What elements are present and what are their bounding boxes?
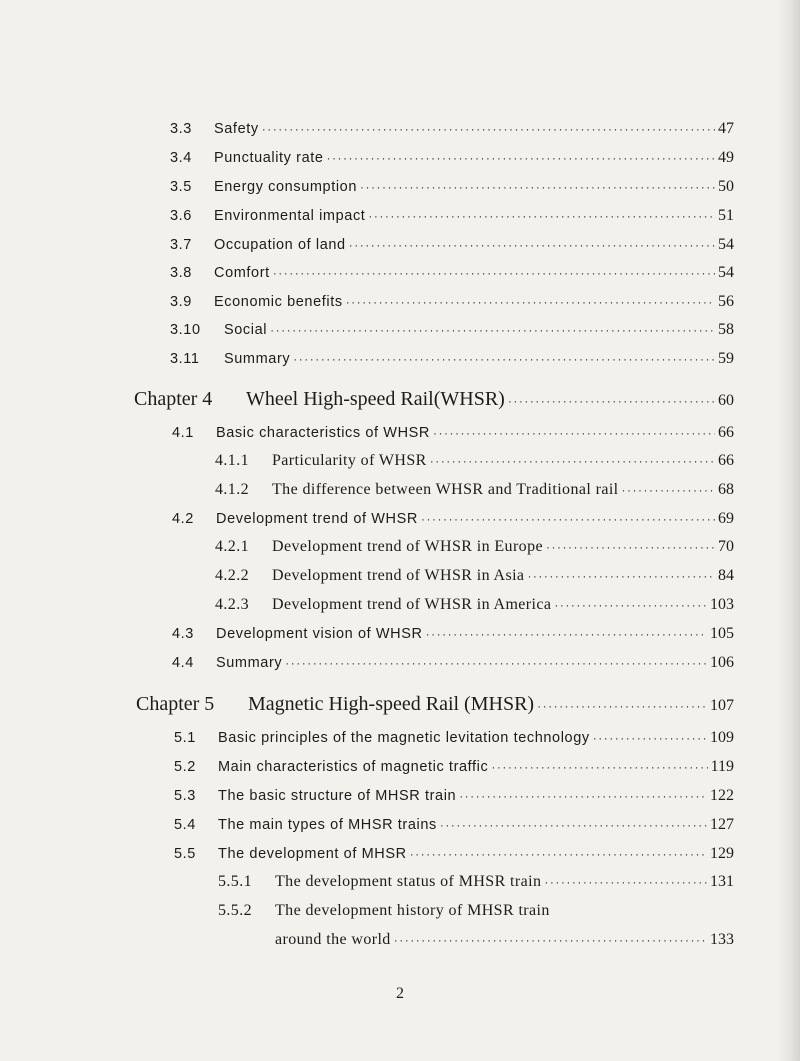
dot-leader: [622, 483, 715, 497]
entry-title: The main types of MHSR trains: [218, 817, 437, 833]
toc-entry-4-3: [172, 625, 734, 651]
entry-page: 51: [718, 207, 734, 224]
entry-title: Punctuality rate: [214, 150, 324, 166]
toc-entry-5-5: [174, 845, 734, 871]
page-edge-shadow: [778, 0, 800, 1061]
dot-leader: [262, 122, 715, 136]
entry-title: Safety: [214, 121, 259, 137]
entry-page: 60: [718, 392, 734, 409]
dot-leader: [293, 352, 715, 366]
entry-page: 127: [710, 816, 734, 833]
entry-number: 4.2.3: [215, 596, 249, 613]
entry-page: 69: [718, 510, 734, 527]
entry-title: Development trend of WHSR in Asia: [272, 567, 525, 584]
entry-page: 133: [710, 931, 734, 948]
entry-page: 54: [718, 264, 734, 281]
dot-leader: [440, 818, 707, 832]
entry-title: Development trend of WHSR in America: [272, 596, 552, 613]
entry-number: 5.2: [174, 759, 196, 775]
toc-entry-5-5-1: [218, 873, 734, 899]
toc-entry-3-9: [170, 293, 734, 319]
toc-entry-3-10: [170, 321, 734, 347]
entry-title: Energy consumption: [214, 179, 357, 195]
page-number: 2: [396, 985, 404, 1002]
entry-number: 3.11: [170, 351, 200, 367]
toc-entry-4-2-1: [215, 538, 734, 564]
entry-number: 4.1: [172, 425, 194, 441]
toc-entry-4-2-2: [215, 567, 734, 593]
toc-entry-3-8: [170, 264, 734, 290]
entry-page: 58: [718, 321, 734, 338]
chapter-title: Wheel High-speed Rail(WHSR): [246, 388, 505, 410]
chapter-number: Chapter 4: [134, 388, 213, 410]
toc-chapter-4: [134, 388, 734, 418]
entry-number: 3.6: [170, 208, 192, 224]
dot-leader: [593, 731, 707, 745]
entry-page: 54: [718, 236, 734, 253]
dot-leader: [537, 699, 707, 713]
toc-entry-5-5-2: [218, 902, 734, 928]
toc-entry-4-2-3: [215, 596, 734, 622]
toc-entry-3-6: [170, 207, 734, 233]
dot-leader: [527, 569, 715, 583]
entry-title: Particularity of WHSR: [272, 452, 427, 469]
entry-number: 5.4: [174, 817, 196, 833]
entry-page: 106: [710, 654, 734, 671]
dot-leader: [273, 266, 715, 280]
dot-leader: [285, 656, 707, 670]
dot-leader: [360, 180, 715, 194]
toc-chapter-5: [136, 693, 734, 723]
dot-leader: [346, 295, 715, 309]
entry-title: The development status of MHSR train: [275, 873, 542, 890]
entry-number: 4.4: [172, 655, 194, 671]
toc-entry-5-1: [174, 729, 734, 755]
toc-entry-3-3: [170, 120, 734, 146]
entry-page: 131: [710, 873, 734, 890]
entry-page: 47: [718, 120, 734, 137]
entry-page: 105: [710, 625, 734, 642]
entry-title: Development vision of WHSR: [216, 626, 423, 642]
toc-entry-5-5-2-continued: [275, 931, 734, 957]
entry-title: The basic structure of MHSR train: [218, 788, 457, 804]
entry-number: 5.5: [174, 846, 196, 862]
entry-title: Main characteristics of magnetic traffic: [218, 759, 489, 775]
toc-entry-4-1-1: [215, 452, 734, 478]
dot-leader: [327, 151, 715, 165]
entry-page: 84: [718, 567, 734, 584]
entry-number: 3.4: [170, 150, 192, 166]
toc-entry-5-2: [174, 758, 734, 784]
entry-number: 4.2.2: [215, 567, 249, 584]
entry-number: 3.9: [170, 294, 192, 310]
entry-number: 5.1: [174, 730, 196, 746]
entry-title: Summary: [224, 351, 291, 367]
entry-page: 129: [710, 845, 734, 862]
dot-leader: [410, 847, 707, 861]
dot-leader: [508, 394, 715, 408]
dot-leader: [270, 323, 715, 337]
entry-number: 4.2.1: [215, 538, 249, 555]
entry-page: 66: [718, 452, 734, 469]
toc-entry-3-4: [170, 149, 734, 175]
chapter-number: Chapter 5: [136, 693, 215, 715]
toc-entry-3-5: [170, 178, 734, 204]
entry-number: 3.3: [170, 121, 192, 137]
entry-number: 3.10: [170, 322, 201, 338]
entry-title: Social: [224, 322, 268, 338]
entry-title: Economic benefits: [214, 294, 343, 310]
dot-leader: [544, 875, 707, 889]
entry-page: 122: [710, 787, 734, 804]
toc-entry-5-4: [174, 816, 734, 842]
entry-number: 4.1.1: [215, 452, 249, 469]
toc-entry-4-1: [172, 424, 734, 450]
dot-leader: [426, 627, 707, 641]
entry-number: 5.3: [174, 788, 196, 804]
entry-page: 109: [710, 729, 734, 746]
dot-leader: [394, 933, 707, 947]
entry-title: Summary: [216, 655, 283, 671]
entry-title: Basic characteristics of WHSR: [216, 425, 430, 441]
toc-entry-3-11: [170, 350, 734, 376]
entry-title: Development trend of WHSR: [216, 511, 418, 527]
dot-leader: [554, 598, 707, 612]
chapter-title: Magnetic High-speed Rail (MHSR): [248, 693, 535, 715]
dot-leader: [421, 512, 715, 526]
entry-number: 3.5: [170, 179, 192, 195]
entry-title-continued: around the world: [275, 931, 391, 948]
toc-entry-3-7: [170, 236, 734, 262]
dot-leader: [546, 540, 715, 554]
entry-title: Occupation of land: [214, 237, 346, 253]
entry-title: Comfort: [214, 265, 270, 281]
dot-leader: [349, 238, 715, 252]
entry-number: 5.5.2: [218, 902, 252, 919]
entry-page: 49: [718, 149, 734, 166]
toc-entry-4-2: [172, 510, 734, 536]
entry-page: 107: [710, 697, 734, 714]
entry-title: The development history of MHSR train: [275, 902, 550, 919]
entry-number: 3.8: [170, 265, 192, 281]
dot-leader: [459, 789, 707, 803]
entry-page: 50: [718, 178, 734, 195]
entry-page: 103: [710, 596, 734, 613]
entry-number: 4.3: [172, 626, 194, 642]
entry-number: 3.7: [170, 237, 192, 253]
entry-page: 119: [710, 758, 734, 775]
entry-title: Development trend of WHSR in Europe: [272, 538, 543, 555]
entry-title: The development of MHSR: [218, 846, 407, 862]
entry-title: The difference between WHSR and Traditional rail: [272, 481, 619, 498]
entry-number: 4.2: [172, 511, 194, 527]
dot-leader: [430, 454, 715, 468]
dot-leader: [368, 209, 715, 223]
entry-number: 5.5.1: [218, 873, 252, 890]
entry-page: 56: [718, 293, 734, 310]
toc-entry-4-1-2: [215, 481, 734, 507]
entry-page: 66: [718, 424, 734, 441]
toc-entry-5-3: [174, 787, 734, 813]
entry-number: 4.1.2: [215, 481, 249, 498]
entry-title: Environmental impact: [214, 208, 366, 224]
dot-leader: [491, 760, 707, 774]
entry-page: 68: [718, 481, 734, 498]
entry-title: Basic principles of the magnetic levitation technology: [218, 730, 590, 746]
entry-page: 59: [718, 350, 734, 367]
dot-leader: [433, 426, 715, 440]
toc-entry-4-4: [172, 654, 734, 680]
entry-page: 70: [718, 538, 734, 555]
